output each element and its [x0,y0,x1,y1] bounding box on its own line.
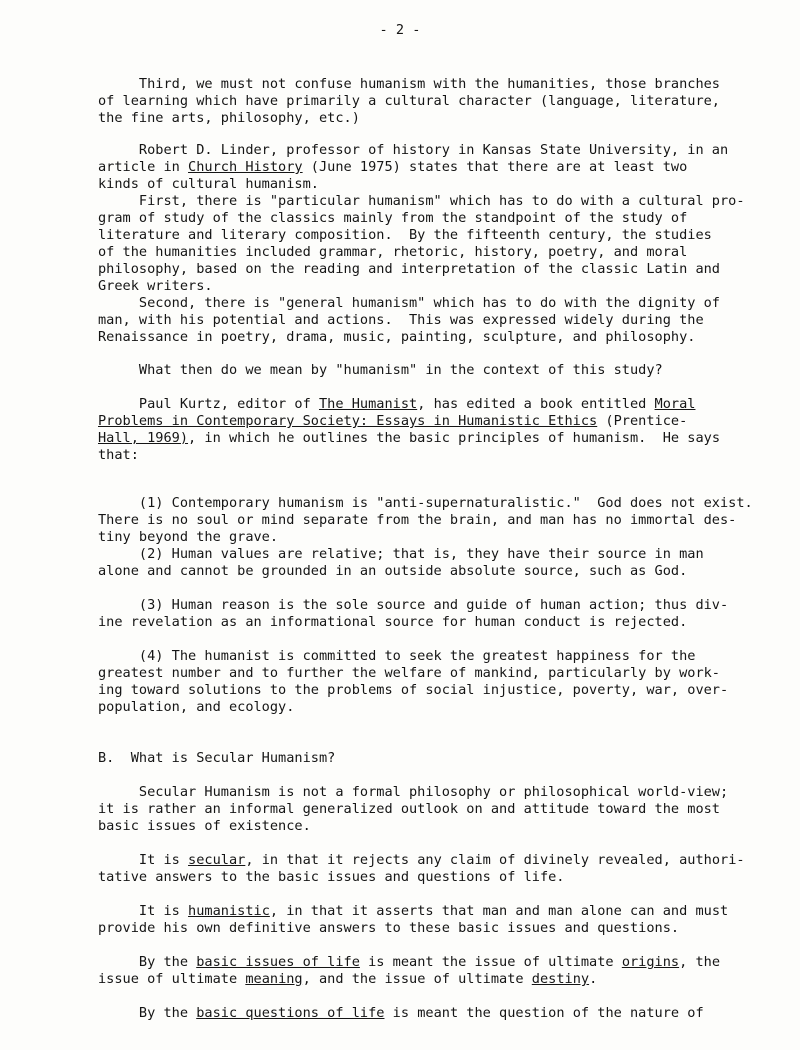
text-line: ing toward solutions to the problems of social injustice, poverty, war, over- [98,682,729,698]
text-line: There is no soul or mind separate from the brain, and man has no immortal des- [98,512,737,528]
underlined-text: destiny [531,971,590,987]
text-line: of learning which have primarily a cultural character (language, literature, [98,93,720,109]
text-line: It is humanistic, in that it asserts that man and man alone can and must [98,903,729,919]
text-line: issue of ultimate meaning, and the issue of ultimate destiny. [98,971,598,987]
text-line: tiny beyond the grave. [98,529,279,545]
underlined-text: Hall, 1969) [98,430,189,446]
text-line: What then do we mean by "humanism" in the context of this study? [98,362,663,378]
paragraph [98,495,758,546]
text-line: philosophy, based on the reading and interpretation of the classic Latin and [98,261,720,277]
text-line: (1) Contemporary humanism is "anti-supernaturalistic." God does not exist. [98,495,753,511]
paragraph [98,954,758,988]
paragraph [98,396,758,464]
underlined-text: humanistic [188,903,270,919]
paragraph [98,546,758,580]
text-line: alone and cannot be grounded in an outside absolute source, such as God. [98,563,688,579]
underlined-text: The Humanist [318,396,418,412]
page-number: - 2 - [379,22,421,38]
paragraph [98,903,758,937]
text-line: By the basic issues of life is meant the issue of ultimate origins, the [98,954,721,970]
text-line: man, with his potential and actions. This was expressed widely during the [98,312,704,328]
underlined-text: Moral [654,396,696,412]
text-line: B. What is Secular Humanism? [98,750,336,766]
text-line: First, there is "particular humanism" which has to do with a cultural pro- [98,193,745,209]
paragraph [98,1005,758,1022]
text-line: Second, there is "general humanism" which has to do with the dignity of [98,295,720,311]
text-line: it is rather an informal generalized outlook on and attitude toward the most [98,801,720,817]
text-line: basic issues of existence. [98,818,311,834]
text-line: (4) The humanist is committed to seek the greatest happiness for the [98,648,696,664]
text-line: literature and literary composition. By the fifteenth century, the studies [98,227,712,243]
text-line: greatest number and to further the welfare of mankind, particularly by work- [98,665,720,681]
text-line: tative answers to the basic issues and questions of life. [98,869,565,885]
underlined-text: Problems in Contemporary Society: Essays in Humanistic Ethics [98,413,598,429]
text-line: Paul Kurtz, editor of The Humanist, has edited a book entitled Moral [98,396,696,412]
paragraph [98,362,758,379]
text-line: article in Church History (June 1975) states that there are at least two [98,159,688,175]
text-line: ine revelation as an informational source for human conduct is rejected. [98,614,688,630]
underlined-text: basic issues of life [196,954,360,970]
text-line: By the basic questions of life is meant the question of the nature of [98,1005,704,1021]
text-line: the fine arts, philosophy, etc.) [98,110,360,126]
text-line: Greek writers. [98,278,213,294]
text-line: provide his own definitive answers to these basic issues and questions. [98,920,680,936]
text-line: (3) Human reason is the sole source and guide of human action; thus div- [98,597,729,613]
text-line: that: [98,447,139,463]
text-line: Hall, 1969), in which he outlines the basic principles of humanism. He says [98,430,720,446]
paragraph [98,142,758,346]
text-line: It is secular, in that it rejects any claim of divinely revealed, authori- [98,852,745,868]
underlined-text: basic questions of life [196,1005,385,1021]
paragraph [98,784,758,835]
paragraph [98,852,758,886]
paragraph [98,648,758,716]
underlined-text: secular [188,852,246,868]
paragraph [98,750,758,767]
text-line: Problems in Contemporary Society: Essays in Humanistic Ethics (Prentice- [98,413,688,429]
text-line: Renaissance in poetry, drama, music, painting, sculpture, and philosophy. [98,329,696,345]
text-line: population, and ecology. [98,699,295,715]
underlined-text: Church History [188,159,303,175]
text-line: Third, we must not confuse humanism with the humanities, those branches [98,76,720,92]
text-line: Secular Humanism is not a formal philosophy or philosophical world-view; [98,784,729,800]
text-line: gram of study of the classics mainly from the standpoint of the study of [98,210,688,226]
text-line: kinds of cultural humanism. [98,176,319,192]
text-line: of the humanities included grammar, rhetoric, history, poetry, and moral [98,244,688,260]
text-line: Robert D. Linder, professor of history in Kansas State University, in an [98,142,729,158]
text-line: (2) Human values are relative; that is, they have their source in man [98,546,704,562]
underlined-text: origins [621,954,680,970]
paragraph [98,76,758,127]
underlined-text: meaning [245,971,303,987]
paragraph [98,597,758,631]
